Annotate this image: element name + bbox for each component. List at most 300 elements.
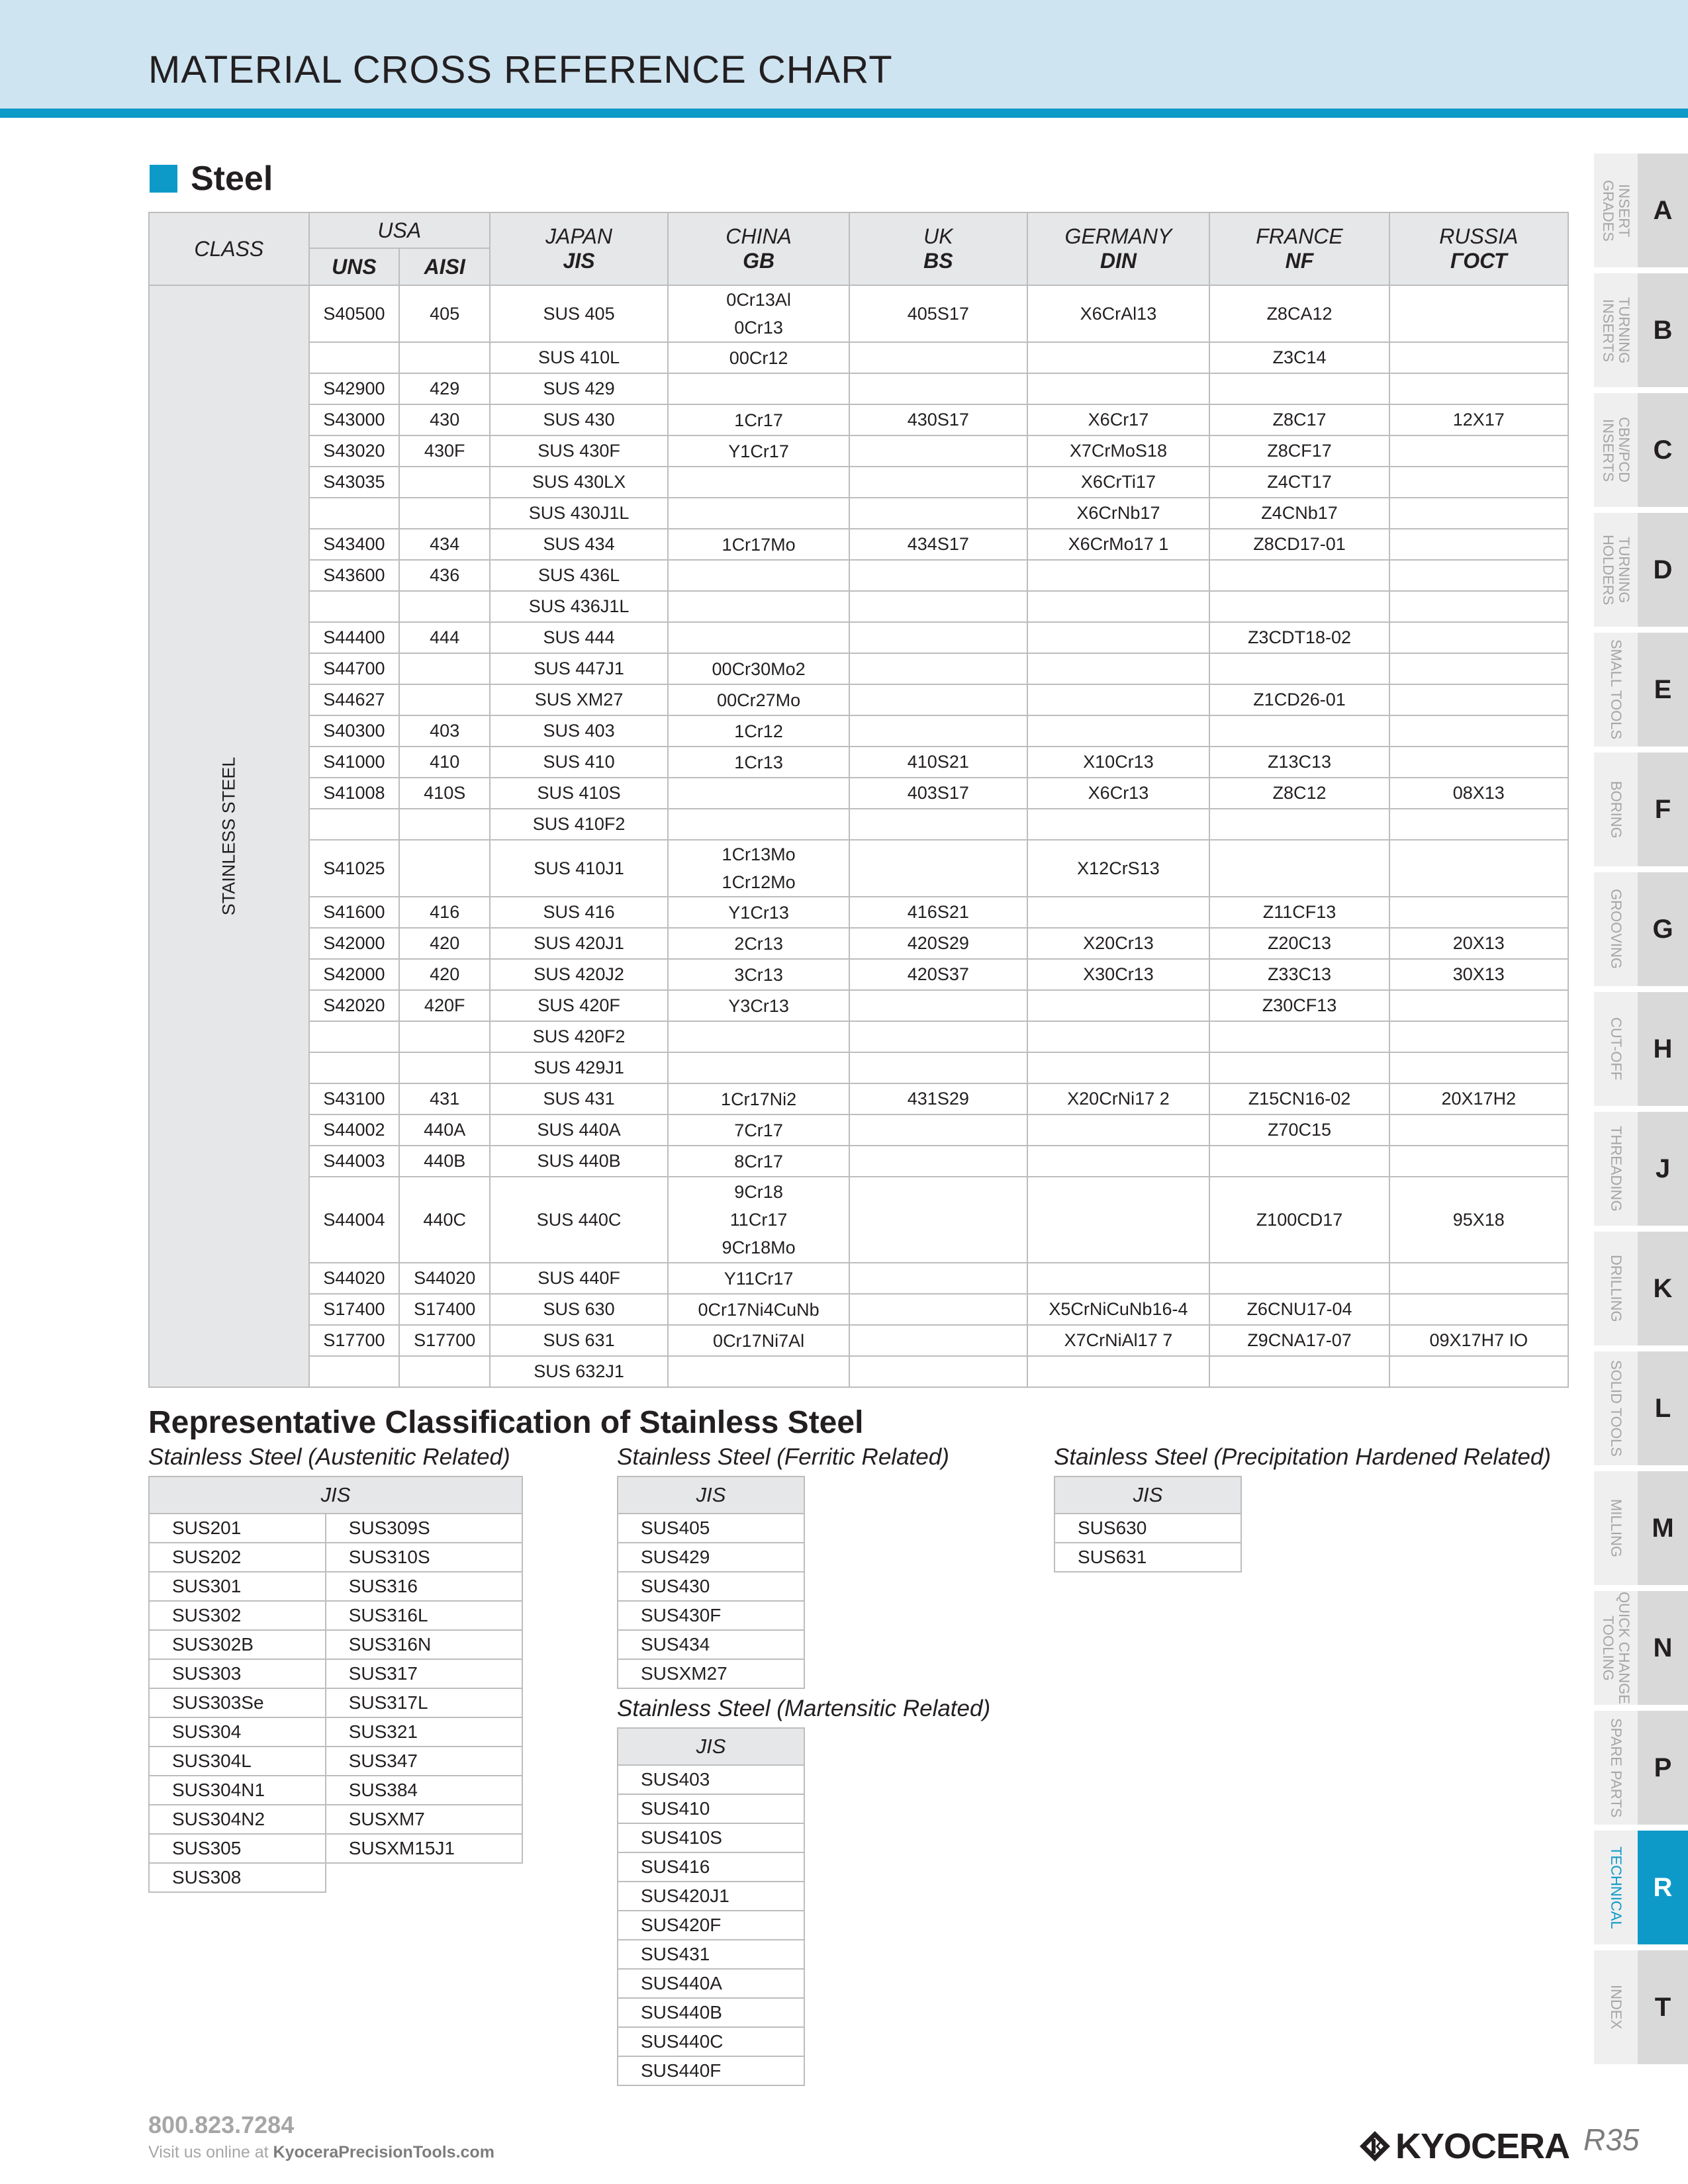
cell-gb (668, 1146, 849, 1177)
cell-jis: SUS 405 (490, 285, 668, 342)
tab-e[interactable] (1594, 633, 1688, 747)
table-row (618, 1794, 804, 1823)
cell-uns: S44400 (309, 622, 400, 653)
cell-din (1027, 1021, 1210, 1052)
cell-gost (1389, 1115, 1568, 1146)
cell-din: X6CrTi17 (1027, 467, 1210, 498)
tab-letter: M (1638, 1471, 1688, 1585)
grade-cell: SUSXM27 (618, 1659, 804, 1688)
tab-p[interactable] (1594, 1711, 1688, 1825)
table-row (149, 1021, 1568, 1052)
table-row (149, 1263, 1568, 1294)
cell-nf: Z70C15 (1209, 1115, 1389, 1146)
tab-label (1594, 154, 1638, 267)
tab-label-text: TURNING HOLDERS (1600, 534, 1632, 606)
cell-aisi (399, 1052, 490, 1083)
tab-letter: T (1638, 1950, 1688, 2064)
cell-uns (309, 498, 400, 529)
cell-gost (1389, 715, 1568, 747)
grade-cell: SUS310S (326, 1543, 522, 1572)
table-row (149, 1747, 522, 1776)
cell-din (1027, 684, 1210, 715)
table-row (618, 1572, 804, 1601)
tab-f[interactable] (1594, 752, 1688, 866)
header-uk: UK BS (849, 212, 1027, 285)
cell-bs (849, 435, 1027, 467)
cell-uns: S44700 (309, 653, 400, 684)
grade-cell: SUS321 (326, 1717, 522, 1747)
tab-label (1594, 1591, 1638, 1705)
cell-jis: SUS 420F2 (490, 1021, 668, 1052)
section-title: Steel (191, 159, 273, 198)
table-row (149, 1356, 1568, 1387)
cell-gb (668, 778, 849, 809)
table-row (149, 809, 1568, 840)
cell-bs: 420S37 (849, 959, 1027, 990)
cell-gb (668, 1356, 849, 1387)
cell-gost: 20X13 (1389, 928, 1568, 959)
table-row (149, 529, 1568, 560)
gb-value: 00Cr27Mo (717, 690, 801, 710)
tab-label-text: INDEX (1608, 1985, 1624, 2030)
table-row (149, 1863, 522, 1892)
cell-aisi (399, 342, 490, 373)
grade-cell: SUS430F (618, 1601, 804, 1630)
cell-aisi (399, 653, 490, 684)
tab-n[interactable] (1594, 1591, 1688, 1705)
tab-label-text: SMALL TOOLS (1608, 639, 1624, 740)
grade-cell: SUS305 (149, 1834, 326, 1863)
cell-din: X6Cr13 (1027, 778, 1210, 809)
tab-d[interactable] (1594, 513, 1688, 627)
tab-label (1594, 992, 1638, 1106)
cell-gb (668, 959, 849, 990)
gb-value: Y3Cr13 (728, 995, 789, 1016)
cell-bs (849, 1263, 1027, 1294)
table-row (149, 653, 1568, 684)
cell-gb (668, 1083, 849, 1115)
cell-din: X20CrNi17 2 (1027, 1083, 1210, 1115)
header-aisi: AISI (399, 248, 490, 285)
cell-uns: S17400 (309, 1294, 400, 1325)
cell-jis: SUS 403 (490, 715, 668, 747)
cell-jis: SUS XM27 (490, 684, 668, 715)
header-russia: RUSSIA ГОСТ (1389, 212, 1568, 285)
cell-nf (1209, 1021, 1389, 1052)
tab-label-text: MILLING (1608, 1498, 1624, 1558)
cell-gb (668, 840, 849, 897)
cell-jis: SUS 410L (490, 342, 668, 373)
tab-a[interactable] (1594, 154, 1688, 267)
table-row (618, 1823, 804, 1852)
table-row (149, 591, 1568, 622)
cell-aisi (399, 840, 490, 897)
cell-jis: SUS 420J2 (490, 959, 668, 990)
tab-letter: F (1638, 752, 1688, 866)
table-row (618, 1630, 804, 1659)
cell-nf: Z100CD17 (1209, 1177, 1389, 1263)
cell-gost (1389, 467, 1568, 498)
gb-value: 1Cr17Ni2 (721, 1089, 797, 1109)
cell-uns: S40500 (309, 285, 400, 342)
tab-label (1594, 633, 1638, 747)
grade-cell: SUS309S (326, 1514, 522, 1543)
cell-nf (1209, 1263, 1389, 1294)
tab-letter: E (1638, 633, 1688, 747)
cell-bs (849, 684, 1027, 715)
grade-cell: SUS301 (149, 1572, 326, 1601)
footer-visit: Visit us online at KyoceraPrecisionTools.com (148, 2143, 494, 2161)
cell-jis: SUS 420F (490, 990, 668, 1021)
grade-cell: SUS316L (326, 1601, 522, 1630)
table-row (149, 1572, 522, 1601)
grade-cell: SUS630 (1055, 1514, 1241, 1543)
grade-cell: SUS304 (149, 1717, 326, 1747)
gb-value: 00Cr30Mo2 (712, 659, 806, 679)
tab-letter: K (1638, 1232, 1688, 1345)
cell-jis: SUS 431 (490, 1083, 668, 1115)
cell-bs (849, 342, 1027, 373)
cell-nf: Z9CNA17-07 (1209, 1325, 1389, 1356)
gb-value: 0Cr17Ni4CuNb (698, 1299, 820, 1320)
jis-header: JIS (618, 1728, 804, 1765)
precipitation-title: Stainless Steel (Precipitation Hardened Related) (1054, 1444, 1551, 1470)
cell-nf: Z6CNU17-04 (1209, 1294, 1389, 1325)
cell-din (1027, 591, 1210, 622)
gb-value: 0Cr13 (734, 318, 783, 338)
cell-jis: SUS 434 (490, 529, 668, 560)
cell-din (1027, 715, 1210, 747)
table-row (149, 1805, 522, 1834)
martensitic-title: Stainless Steel (Martensitic Related) (617, 1696, 991, 1721)
tab-label-text: BORING (1608, 780, 1624, 839)
cell-aisi: S17700 (399, 1325, 490, 1356)
grade-cell: SUS440F (618, 2056, 804, 2085)
tab-label (1594, 752, 1638, 866)
grade-cell: SUS304N1 (149, 1776, 326, 1805)
cell-aisi: 430F (399, 435, 490, 467)
tab-letter: B (1638, 273, 1688, 387)
cell-bs (849, 373, 1027, 404)
cell-gb (668, 684, 849, 715)
cell-jis: SUS 440A (490, 1115, 668, 1146)
grade-cell: SUS316N (326, 1630, 522, 1659)
table-row (618, 1998, 804, 2027)
grade-cell: SUS347 (326, 1747, 522, 1776)
tab-label-text: CBN/PCD INSERTS (1600, 417, 1632, 483)
cell-aisi: 440C (399, 1177, 490, 1263)
cell-bs (849, 591, 1027, 622)
ferritic-title: Stainless Steel (Ferritic Related) (617, 1444, 949, 1470)
cell-gb (668, 373, 849, 404)
cell-uns: S41000 (309, 747, 400, 778)
grade-cell: SUSXM15J1 (326, 1834, 522, 1863)
grade-cell: SUS317L (326, 1688, 522, 1717)
table-row (149, 1177, 1568, 1263)
cell-bs (849, 1294, 1027, 1325)
cell-nf: Z8C17 (1209, 404, 1389, 435)
gb-value: 0Cr17Ni7Al (713, 1330, 805, 1351)
cell-uns: S42900 (309, 373, 400, 404)
table-row (618, 1940, 804, 1969)
tab-r[interactable] (1594, 1831, 1688, 1944)
cell-bs: 403S17 (849, 778, 1027, 809)
cell-uns (309, 1021, 400, 1052)
cell-bs (849, 1325, 1027, 1356)
cell-gost: 08X13 (1389, 778, 1568, 809)
tab-letter: P (1638, 1711, 1688, 1825)
cell-gb (668, 928, 849, 959)
cell-bs (849, 622, 1027, 653)
cell-uns: S43600 (309, 560, 400, 591)
tab-t[interactable] (1594, 1950, 1688, 2064)
table-row (618, 1969, 804, 1998)
tab-label-text: TECHNICAL (1608, 1846, 1624, 1929)
tab-l[interactable] (1594, 1351, 1688, 1465)
table-row (149, 1659, 522, 1688)
cell-jis: SUS 430 (490, 404, 668, 435)
cell-uns: S44002 (309, 1115, 400, 1146)
tab-label-text: QUICK CHANGE TOOLING (1600, 1592, 1632, 1704)
tab-b[interactable] (1594, 273, 1688, 387)
cell-din: X6Cr17 (1027, 404, 1210, 435)
cell-aisi: 444 (399, 622, 490, 653)
cell-nf: Z8C12 (1209, 778, 1389, 809)
cell-aisi: 420 (399, 928, 490, 959)
grade-cell: SUS302B (149, 1630, 326, 1659)
cell-bs: 405S17 (849, 285, 1027, 342)
cell-jis: SUS 420J1 (490, 928, 668, 959)
cell-uns: S43100 (309, 1083, 400, 1115)
cell-gost: 95X18 (1389, 1177, 1568, 1263)
tab-label (1594, 393, 1638, 507)
cell-din: X20Cr13 (1027, 928, 1210, 959)
austenitic-title: Stainless Steel (Austenitic Related) (148, 1444, 510, 1470)
cell-aisi: 436 (399, 560, 490, 591)
grade-cell: SUS304N2 (149, 1805, 326, 1834)
table-row (149, 1630, 522, 1659)
cell-uns: S40300 (309, 715, 400, 747)
gb-value: 1Cr12Mo (722, 872, 796, 892)
table-row (149, 1083, 1568, 1115)
cell-nf: Z33C13 (1209, 959, 1389, 990)
table-row (618, 1911, 804, 1940)
cell-jis: SUS 436L (490, 560, 668, 591)
cell-nf: Z11CF13 (1209, 897, 1389, 928)
cell-gost (1389, 1021, 1568, 1052)
cell-gost (1389, 285, 1568, 342)
cell-jis: SUS 410 (490, 747, 668, 778)
cell-nf (1209, 560, 1389, 591)
tab-g[interactable] (1594, 872, 1688, 986)
cell-nf: Z20C13 (1209, 928, 1389, 959)
precipitation-table (1054, 1476, 1242, 1572)
cell-uns: S42000 (309, 959, 400, 990)
tab-c[interactable] (1594, 393, 1688, 507)
header-uns: UNS (309, 248, 400, 285)
cell-uns: S44020 (309, 1263, 400, 1294)
table-row (149, 498, 1568, 529)
cell-aisi (399, 498, 490, 529)
cell-din: X5CrNiCuNb16-4 (1027, 1294, 1210, 1325)
table-row (149, 373, 1568, 404)
cell-uns: S41025 (309, 840, 400, 897)
cell-jis: SUS 430J1L (490, 498, 668, 529)
gb-value: 9Cr18 (734, 1182, 783, 1202)
cell-din (1027, 653, 1210, 684)
footer-website-link[interactable]: KyoceraPrecisionTools.com (273, 2143, 494, 2161)
cell-aisi (399, 1356, 490, 1387)
cell-jis: SUS 630 (490, 1294, 668, 1325)
tab-m[interactable] (1594, 1471, 1688, 1585)
cell-bs (849, 715, 1027, 747)
cell-aisi: S44020 (399, 1263, 490, 1294)
gb-value: Y1Cr17 (728, 441, 789, 461)
tab-label-text: THREADING (1608, 1126, 1624, 1212)
table-row (149, 897, 1568, 928)
cell-aisi (399, 467, 490, 498)
cell-aisi: 420F (399, 990, 490, 1021)
table-row (149, 1115, 1568, 1146)
tab-k[interactable] (1594, 1232, 1688, 1345)
tab-h[interactable] (1594, 992, 1688, 1106)
cell-gb (668, 342, 849, 373)
table-row (149, 404, 1568, 435)
grade-cell: SUS316 (326, 1572, 522, 1601)
tab-label (1594, 1950, 1638, 2064)
cell-gost (1389, 498, 1568, 529)
grade-cell: SUS303Se (149, 1688, 326, 1717)
cell-bs: 430S17 (849, 404, 1027, 435)
table-row (149, 1717, 522, 1747)
table-row (149, 959, 1568, 990)
table-row (149, 1543, 522, 1572)
cell-gb (668, 747, 849, 778)
table-row (618, 1852, 804, 1882)
cell-uns: S43000 (309, 404, 400, 435)
table-row (149, 778, 1568, 809)
section-heading (150, 159, 273, 199)
gb-value: 1Cr12 (734, 721, 783, 741)
tab-j[interactable] (1594, 1112, 1688, 1226)
cell-gb (668, 622, 849, 653)
tab-label (1594, 1711, 1638, 1825)
tab-label-text: INSERT GRADES (1600, 179, 1632, 242)
tab-label-text: DRILLING (1608, 1255, 1624, 1322)
table-row (149, 342, 1568, 373)
table-row (618, 1882, 804, 1911)
grade-cell: SUS430 (618, 1572, 804, 1601)
cell-nf (1209, 1052, 1389, 1083)
cell-gost (1389, 809, 1568, 840)
cell-din (1027, 1263, 1210, 1294)
table-row (149, 285, 1568, 342)
cell-gost (1389, 373, 1568, 404)
tab-label (1594, 513, 1638, 627)
tab-label (1594, 872, 1638, 986)
tab-label-text: TURNING INSERTS (1600, 296, 1632, 364)
table-row (149, 840, 1568, 897)
cell-uns: S41600 (309, 897, 400, 928)
tab-letter: J (1638, 1112, 1688, 1226)
cell-din (1027, 342, 1210, 373)
cell-nf: Z4CT17 (1209, 467, 1389, 498)
cell-din (1027, 1146, 1210, 1177)
cell-gb (668, 435, 849, 467)
cell-gb (668, 1021, 849, 1052)
jis-header: JIS (1055, 1477, 1241, 1514)
tab-label (1594, 1471, 1638, 1585)
cell-aisi (399, 1021, 490, 1052)
cell-din: X7CrMoS18 (1027, 435, 1210, 467)
cell-gost (1389, 840, 1568, 897)
cell-bs (849, 1021, 1027, 1052)
cell-jis: SUS 440C (490, 1177, 668, 1263)
cell-din (1027, 1356, 1210, 1387)
gb-value: 0Cr13Al (726, 290, 791, 310)
cell-gost (1389, 560, 1568, 591)
table-row (149, 1688, 522, 1717)
cell-uns: S17700 (309, 1325, 400, 1356)
grade-cell: SUS201 (149, 1514, 326, 1543)
cell-gb (668, 1294, 849, 1325)
gb-value: 1Cr17 (734, 410, 783, 430)
class-label: STAINLESS STEEL (218, 756, 239, 916)
cell-jis: SUS 430F (490, 435, 668, 467)
jis-header: JIS (149, 1477, 522, 1514)
cell-gost: 20X17H2 (1389, 1083, 1568, 1115)
cell-din (1027, 897, 1210, 928)
table-row (618, 1601, 804, 1630)
cell-uns (309, 591, 400, 622)
table-body (149, 285, 1568, 1387)
cell-uns: S44004 (309, 1177, 400, 1263)
cell-uns: S43400 (309, 529, 400, 560)
grade-cell: SUS631 (1055, 1543, 1241, 1572)
cell-nf (1209, 715, 1389, 747)
gb-value: Y1Cr13 (728, 902, 789, 923)
cell-din: X6CrNb17 (1027, 498, 1210, 529)
cell-gost (1389, 591, 1568, 622)
tab-letter: C (1638, 393, 1688, 507)
grade-cell: SUSXM7 (326, 1805, 522, 1834)
cell-bs (849, 560, 1027, 591)
cell-gost (1389, 990, 1568, 1021)
tab-label-text: SOLID TOOLS (1608, 1360, 1624, 1457)
table-row (618, 2056, 804, 2085)
cell-din (1027, 1115, 1210, 1146)
table-row (618, 1659, 804, 1688)
grade-cell: SUS403 (618, 1765, 804, 1794)
cell-nf: Z30CF13 (1209, 990, 1389, 1021)
table-row (149, 467, 1568, 498)
cell-din: X30Cr13 (1027, 959, 1210, 990)
cell-gb (668, 1325, 849, 1356)
cell-jis: SUS 429J1 (490, 1052, 668, 1083)
cell-gb (668, 715, 849, 747)
cell-aisi: 440A (399, 1115, 490, 1146)
cell-aisi (399, 684, 490, 715)
cell-bs (849, 1052, 1027, 1083)
tab-label-text: GROOVING (1608, 889, 1624, 970)
kyocera-logo-text: KYOCERA (1395, 2126, 1570, 2166)
cell-bs (849, 809, 1027, 840)
gb-value: 7Cr17 (734, 1120, 783, 1140)
grade-cell: SUS410S (618, 1823, 804, 1852)
table-row (149, 928, 1568, 959)
cell-gb (668, 809, 849, 840)
class-cell (149, 285, 309, 1387)
